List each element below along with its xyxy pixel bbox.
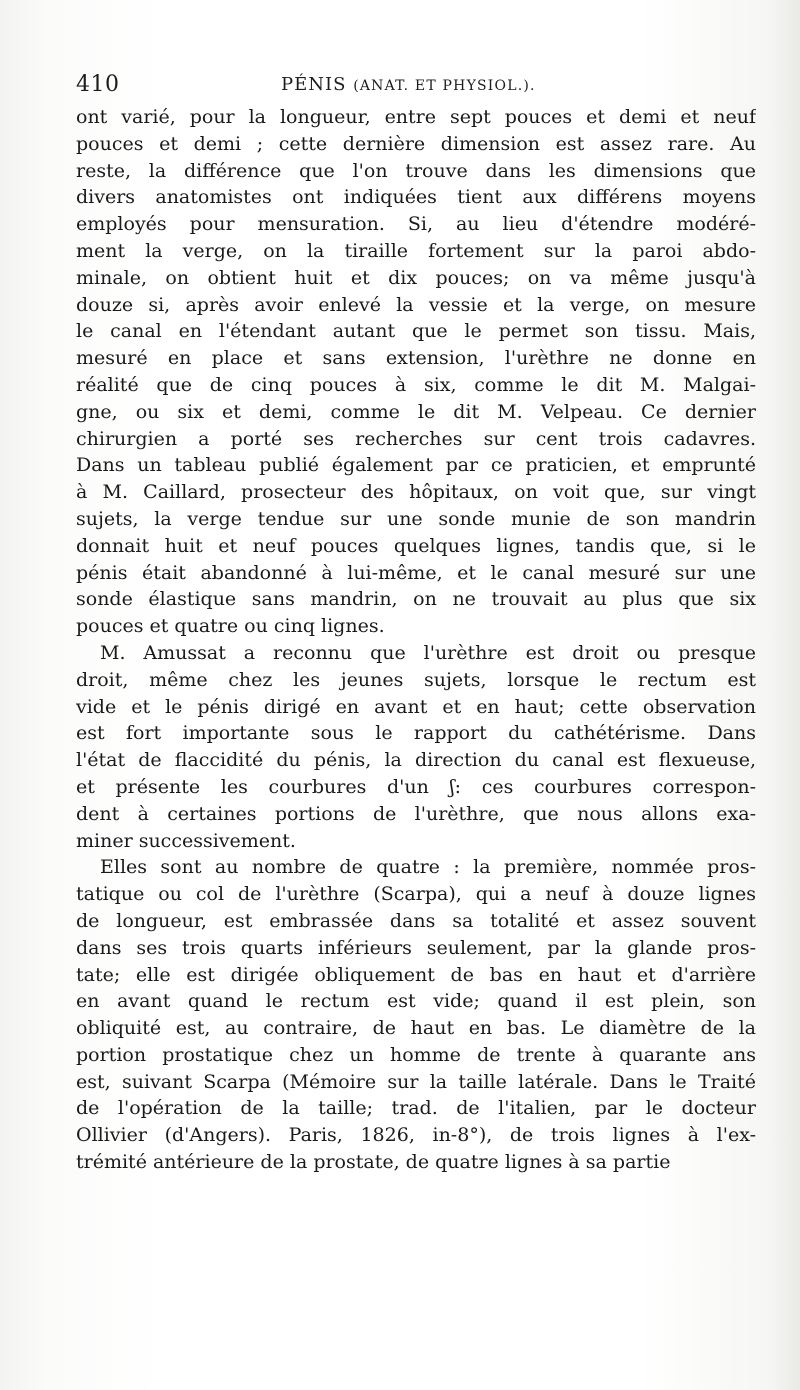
text-line: pénis était abandonné à lui-même, et le canal mesuré sur une bbox=[76, 561, 756, 584]
text-line: est fort importante sous le rapport du cathétérisme. Dans bbox=[76, 722, 756, 745]
text-line: gne, ou six et demi, comme le dit M. Velpeau. Ce dernier bbox=[76, 400, 756, 423]
text-line: ont varié, pour la longueur, entre sept pouces et demi et neuf bbox=[76, 106, 756, 128]
text-line: ment la verge, on la tiraille fortement sur la paroi abdo- bbox=[76, 239, 756, 262]
running-head bbox=[281, 74, 536, 95]
text-line: employés pour mensuration. Si, au lieu d'étendre modéré- bbox=[76, 213, 756, 236]
text-line: à M. Caillard, prosecteur des hôpitaux, on voit que, sur vingt bbox=[76, 481, 756, 504]
text-line: dans ses trois quarts inférieurs seulement, par la glande pros- bbox=[76, 936, 756, 959]
text-line: dent à certaines portions de l'urèthre, que nous allons exa- bbox=[76, 802, 756, 825]
text-line: sonde élastique sans mandrin, on ne trouvait au plus que six bbox=[76, 588, 756, 611]
text-line: le canal en l'étendant autant que le permet son tissu. Mais, bbox=[76, 320, 756, 343]
text-line: et présente les courbures d'un ʃ: ces courbures correspon- bbox=[76, 775, 756, 798]
text-line: Elles sont au nombre de quatre : la première, nommée pros- bbox=[100, 856, 756, 879]
text-line: en avant quand le rectum est vide; quand il est plein, son bbox=[76, 990, 756, 1013]
paragraph bbox=[76, 640, 756, 854]
text-line: portion prostatique chez un homme de trente à quarante ans bbox=[76, 1043, 756, 1066]
body-text bbox=[76, 104, 756, 1176]
text-line: l'état de flaccidité du pénis, la direction du canal est flexueuse, bbox=[76, 749, 756, 772]
text-line: est, suivant Scarpa (Mémoire sur la taille latérale. Dans le Traité bbox=[76, 1070, 756, 1093]
text-line: pouces et quatre ou cinq lignes. bbox=[76, 615, 385, 638]
text-line: divers anatomistes ont indiquées tient aux différens moyens bbox=[76, 186, 756, 209]
text-line: pouces et demi ; cette dernière dimension est assez rare. Au bbox=[76, 132, 756, 155]
text-line: sujets, la verge tendue sur une sonde munie de son mandrin bbox=[76, 507, 756, 530]
text-line: trémité antérieure de la prostate, de quatre lignes à sa partie bbox=[76, 1151, 671, 1174]
text-line: réalité que de cinq pouces à six, comme le dit M. Malgai- bbox=[76, 373, 756, 396]
text-line: Dans un tableau publié également par ce praticien, et emprunté bbox=[76, 454, 756, 477]
text-line: obliquité est, au contraire, de haut en bas. Le diamètre de la bbox=[76, 1017, 756, 1040]
running-head-title: PÉNIS bbox=[281, 74, 347, 95]
text-line: Ollivier (d'Angers). Paris, 1826, in-8°), de trois lignes à l'ex- bbox=[76, 1124, 756, 1147]
running-head-subtitle: (ANAT. ET PHYSIOL.). bbox=[353, 78, 536, 94]
text-line: miner successivement. bbox=[76, 829, 296, 852]
page-header bbox=[76, 70, 752, 104]
text-line: M. Amussat a reconnu que l'urèthre est droit ou presque bbox=[100, 641, 756, 664]
text-line: droit, même chez les jeunes sujets, lorsque le rectum est bbox=[76, 668, 756, 691]
text-line: douze si, après avoir enlevé la vessie et la verge, on mesure bbox=[76, 293, 756, 316]
paragraph bbox=[76, 854, 756, 1176]
text-line: tatique ou col de l'urèthre (Scarpa), qui a neuf à douze lignes bbox=[76, 883, 756, 906]
text-line: tate; elle est dirigée obliquement de bas en haut et d'arrière bbox=[76, 963, 756, 986]
text-line: vide et le pénis dirigé en avant et en haut; cette observation bbox=[76, 695, 756, 718]
page-number: 410 bbox=[76, 72, 120, 97]
text-line: chirurgien a porté ses recherches sur cent trois cadavres. bbox=[76, 427, 756, 450]
text-line: de longueur, est embrassée dans sa totalité et assez souvent bbox=[76, 909, 756, 932]
text-line: donnait huit et neuf pouces quelques lignes, tandis que, si le bbox=[76, 534, 756, 557]
text-line: reste, la différence que l'on trouve dans les dimensions que bbox=[76, 159, 756, 182]
text-line: minale, on obtient huit et dix pouces; on va même jusqu'à bbox=[76, 266, 756, 289]
text-line: de l'opération de la taille; trad. de l'italien, par le docteur bbox=[76, 1097, 756, 1120]
paragraph bbox=[76, 104, 756, 640]
text-line: mesuré en place et sans extension, l'urèthre ne donne en bbox=[76, 347, 756, 370]
